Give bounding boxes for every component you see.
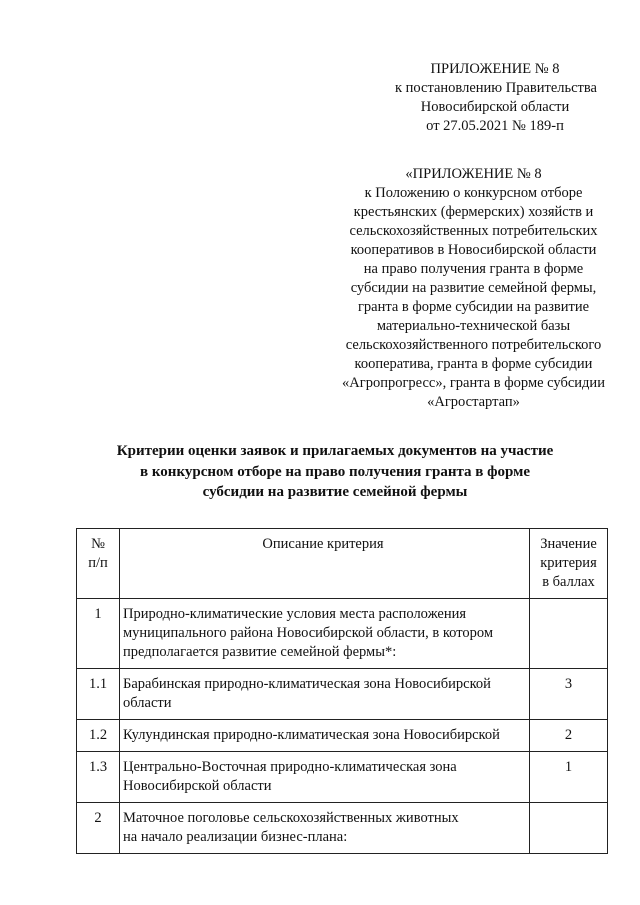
column-header-number xyxy=(77,529,120,599)
regulation-line: крестьянских (фермерских) хозяйств и xyxy=(353,204,594,220)
regulation-line: «ПРИЛОЖЕНИЕ № 8 xyxy=(405,166,542,182)
row-number: 1 xyxy=(77,599,120,669)
criterion-score xyxy=(530,599,608,669)
description-line: Маточное поголовье сельскохозяйственных животных xyxy=(123,810,459,826)
table-row xyxy=(77,599,608,669)
annex-government-decree-header xyxy=(395,60,595,136)
header-text: Описание критерия xyxy=(262,536,384,552)
table-row xyxy=(77,803,608,854)
decree-reference-line: к постановлению Правительства xyxy=(395,80,597,96)
criterion-description xyxy=(120,669,530,720)
regulation-line: гранта в форме субсидии на развитие xyxy=(357,299,590,315)
column-header-description xyxy=(120,529,530,599)
regulation-line: «Агростартап» xyxy=(427,394,520,410)
row-number: 1.3 xyxy=(77,752,120,803)
table-row xyxy=(77,669,608,720)
title-line: субсидии на развитие семейной фермы xyxy=(202,484,468,500)
description-line: Барабинская природно-климатическая зона Новосибирской xyxy=(123,676,491,692)
row-number: 1.2 xyxy=(77,720,120,752)
description-line: Новосибирской области xyxy=(123,778,272,794)
annex-regulation-header xyxy=(330,165,617,412)
table-header-row xyxy=(77,529,608,599)
header-text: Значение xyxy=(540,536,597,552)
regulation-line: к Положению о конкурсном отборе xyxy=(364,185,583,201)
regulation-line: на право получения гранта в форме xyxy=(363,261,584,277)
region-line: Новосибирской области xyxy=(420,99,570,115)
decree-date-number-line: от 27.05.2021 № 189-п xyxy=(426,118,564,134)
criterion-description xyxy=(120,752,530,803)
header-text: в баллах xyxy=(542,574,595,590)
regulation-line: кооператива, гранта в форме субсидии xyxy=(354,356,593,372)
regulation-line: сельскохозяйственного потребительского xyxy=(345,337,602,353)
criterion-description xyxy=(120,803,530,854)
criterion-score: 2 xyxy=(530,720,608,752)
header-text: критерия xyxy=(540,555,597,571)
regulation-line: кооперативов в Новосибирской области xyxy=(350,242,597,258)
regulation-line: субсидии на развитие семейной фермы, xyxy=(350,280,597,296)
criterion-score: 3 xyxy=(530,669,608,720)
row-number: 1.1 xyxy=(77,669,120,720)
header-text: п/п xyxy=(88,555,108,571)
description-line: на начало реализации бизнес-плана: xyxy=(123,829,348,845)
description-line: Кулундинская природно-климатическая зона Новосибирской xyxy=(123,727,500,743)
description-line: муниципального района Новосибирской области, в котором xyxy=(123,625,494,641)
criteria-table xyxy=(76,528,608,854)
description-line: Центрально-Восточная природно-климатическая зона xyxy=(123,759,457,775)
table-row xyxy=(77,720,608,752)
description-line: предполагается развитие семейной фермы*: xyxy=(123,644,397,660)
header-text: № xyxy=(91,536,105,552)
table-row xyxy=(77,752,608,803)
regulation-line: материально-технической базы xyxy=(376,318,571,334)
regulation-line: «Агропрогресс», гранта в форме субсидии xyxy=(342,375,605,391)
description-line: Природно-климатические условия места расположения xyxy=(123,606,467,622)
row-number: 2 xyxy=(77,803,120,854)
annex-number-line: ПРИЛОЖЕНИЕ № 8 xyxy=(430,61,560,77)
criterion-score xyxy=(530,803,608,854)
criterion-description xyxy=(120,720,530,752)
description-line: области xyxy=(123,695,172,711)
criterion-score: 1 xyxy=(530,752,608,803)
title-line: в конкурсном отборе на право получения гранта в форме xyxy=(140,463,530,480)
document-title xyxy=(70,441,600,503)
column-header-value xyxy=(530,529,608,599)
title-line: Критерии оценки заявок и прилагаемых документов на участие xyxy=(116,443,554,459)
criterion-description xyxy=(120,599,530,669)
regulation-line: сельскохозяйственных потребительских xyxy=(349,223,598,239)
